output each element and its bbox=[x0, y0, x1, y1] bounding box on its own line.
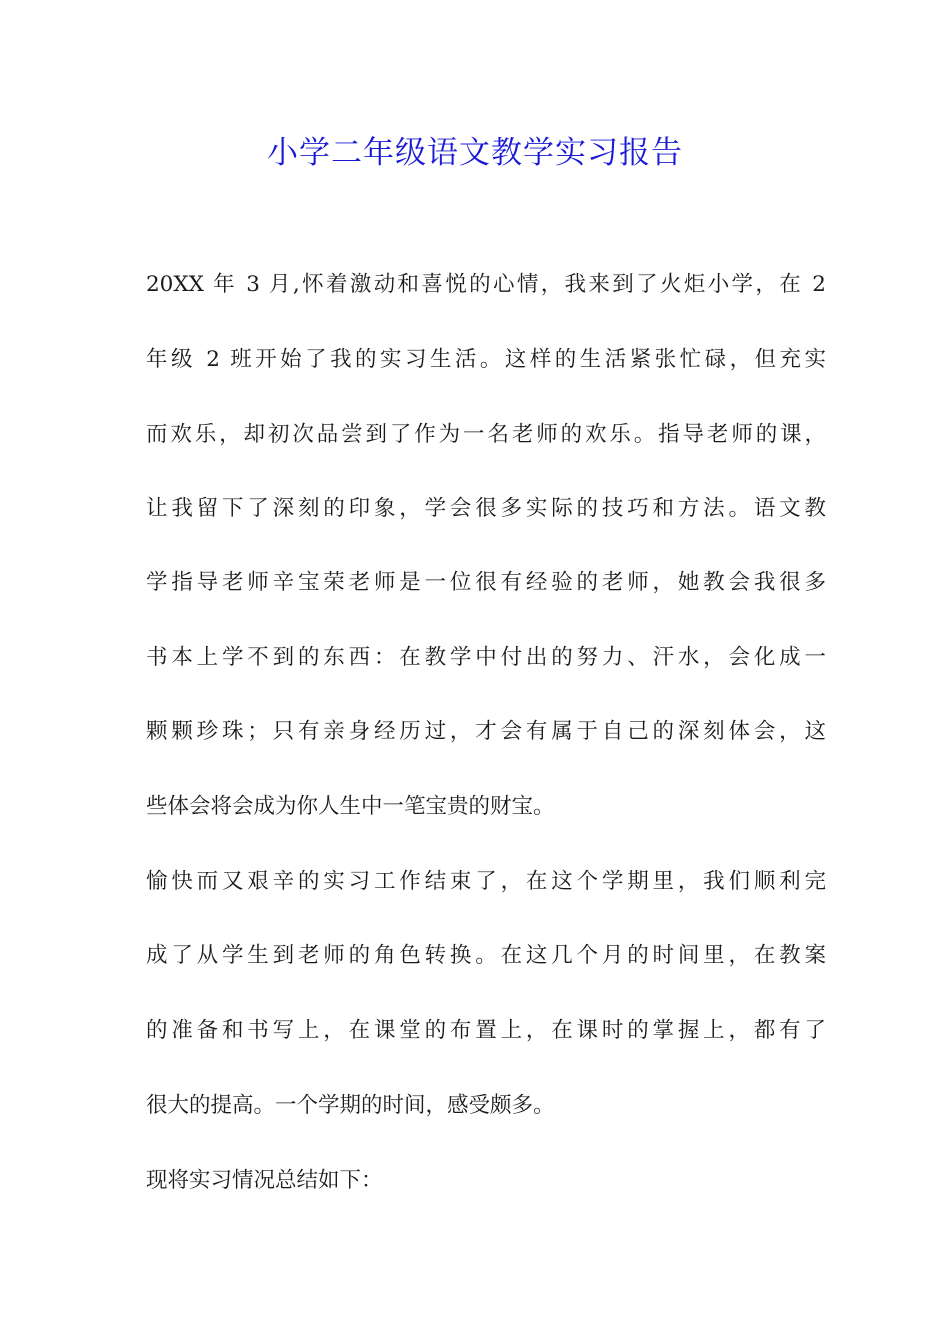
paragraph-1-line-8: 些体会将会成为你人生中一笔宝贵的财宝。 bbox=[146, 794, 555, 819]
paragraph-1-line-2: 年级 2 班开始了我的实习生活。这样的生活紧张忙碌，但充实 bbox=[146, 347, 826, 372]
document-title: 小学二年级语文教学实习报告 bbox=[267, 135, 683, 171]
paragraph-1-line-1: 20XX 年 3 月,怀着激动和喜悦的心情，我来到了火炬小学，在 2 bbox=[146, 272, 826, 297]
paragraph-2-line-1: 愉快而又艰辛的实习工作结束了，在这个学期里，我们顺利完 bbox=[146, 869, 826, 894]
paragraph-2-line-4: 很大的提高。一个学期的时间，感受颇多。 bbox=[146, 1093, 555, 1118]
paragraph-1-line-3: 而欢乐，却初次品尝到了作为一名老师的欢乐。指导老师的课， bbox=[146, 422, 826, 447]
paragraph-1-line-7: 颗颗珍珠；只有亲身经历过，才会有属于自己的深刻体会，这 bbox=[146, 719, 826, 744]
paragraph-3-line-1: 现将实习情况总结如下： bbox=[146, 1168, 383, 1193]
paragraph-1-line-6: 书本上学不到的东西：在教学中付出的努力、汗水，会化成一 bbox=[146, 645, 826, 670]
paragraph-2-line-2: 成了从学生到老师的角色转换。在这几个月的时间里，在教案 bbox=[146, 943, 826, 968]
paragraph-2-line-3: 的准备和书写上，在课堂的布置上，在课时的掌握上，都有了 bbox=[146, 1018, 826, 1043]
paragraph-1-line-4: 让我留下了深刻的印象，学会很多实际的技巧和方法。语文教 bbox=[146, 496, 826, 521]
paragraph-1-line-5: 学指导老师辛宝荣老师是一位很有经验的老师，她教会我很多 bbox=[146, 570, 826, 595]
